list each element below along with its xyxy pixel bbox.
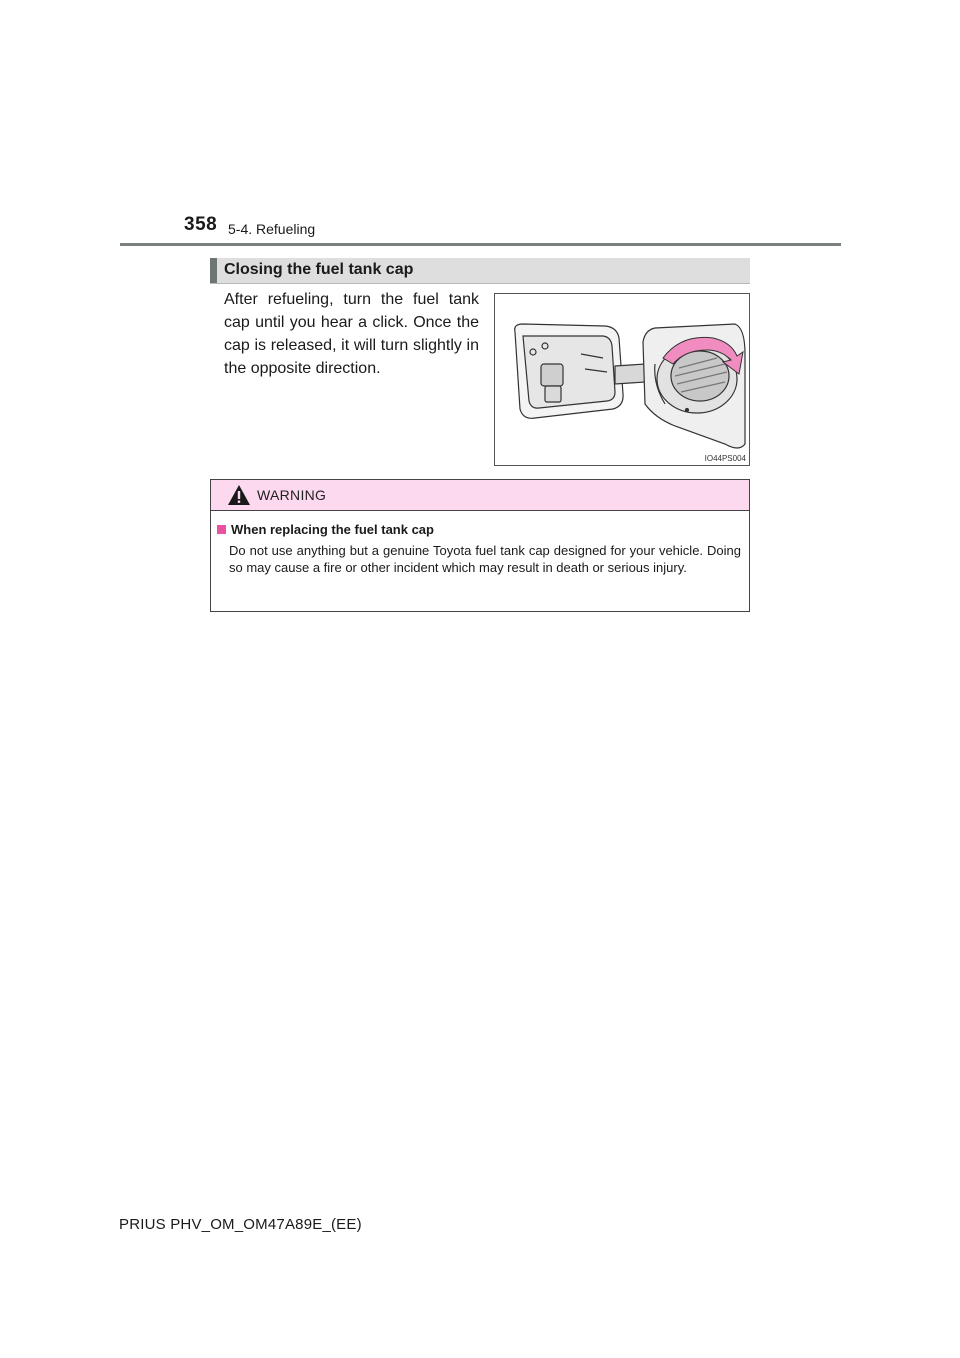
warning-body: Do not use anything but a genuine Toyota fuel tank cap designed for your vehicle. Doing so may cause a fire or other incident which may result in death or serious injury. [229, 543, 741, 575]
section-heading: Closing the fuel tank cap [224, 261, 414, 278]
footer-doc-id: PRIUS PHV_OM_OM47A89E_(EE) [119, 1216, 362, 1233]
fuel-cap-illustration [494, 293, 750, 466]
warning-triangle-icon [227, 484, 251, 506]
section-label: 5-4. Refueling [228, 221, 316, 237]
warning-title: WARNING [257, 487, 327, 503]
fuel-door-drawing [495, 294, 749, 465]
bullet-square-icon [217, 525, 226, 534]
warning-subheading-text: When replacing the fuel tank cap [231, 522, 434, 537]
section-heading-bar [210, 258, 750, 284]
page-number: 358 [184, 214, 218, 235]
warning-subheading [217, 522, 434, 537]
figure-code: IO44PS004 [704, 454, 746, 463]
warning-header [211, 480, 749, 511]
header-rule [120, 243, 841, 246]
heading-accent [210, 258, 217, 283]
warning-box [210, 479, 750, 612]
section-body-text: After refueling, turn the fuel tank cap until you hear a click. Once the cap is released, it will turn slightly in the opposite direction. [224, 291, 479, 377]
